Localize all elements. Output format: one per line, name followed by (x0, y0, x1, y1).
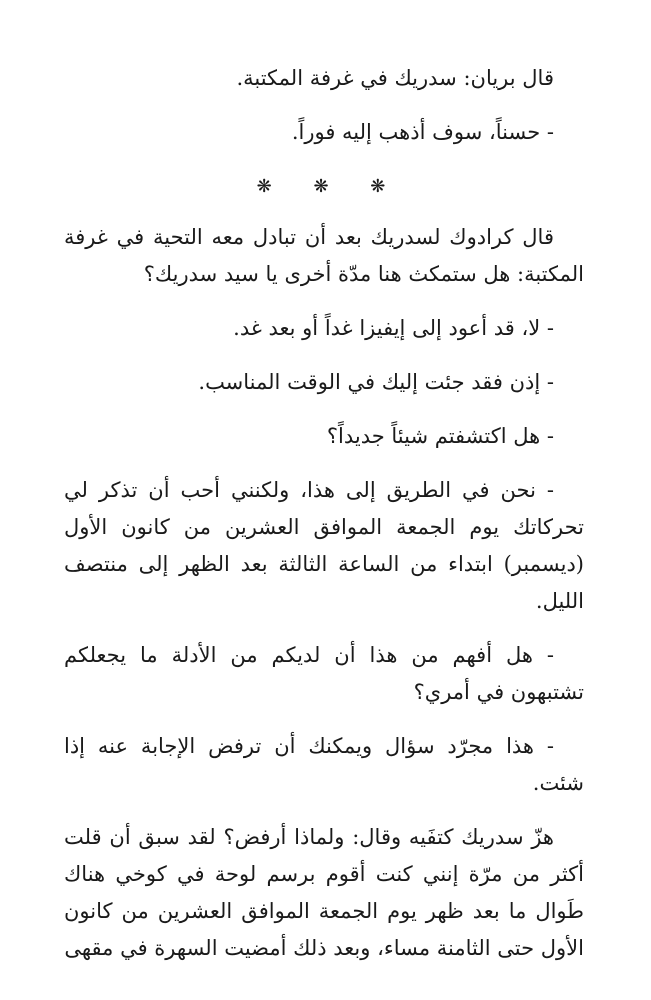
paragraph-craddock-greeting: قال كرادوك لسدريك بعد أن تبادل معه التحية في غرفة المكتبة: هل ستمكث هنا مدّة أخرى يا سيد سدريك؟ (64, 225, 584, 286)
book-page (64, 60, 584, 984)
paragraph-movements: - نحن في الطريق إلى هذا، ولكنني أحب أن تذكر لي تحركاتك يوم الجمعة الموافق العشرين من كانون الأول (ديسمبر) ابتداء من الساعة الثالثة بعد الظهر إلى منتصف الليل. (64, 478, 584, 613)
section-separator (64, 168, 584, 205)
paragraph-return-ibiza: - لا، قد أعود إلى إيفيزا غداً أو بعد غد. (233, 316, 554, 340)
paragraph-reply-going: - حسناً، سوف أذهب إليه فوراً. (291, 120, 554, 144)
paragraph-right-time: - إذن فقد جئت إليك في الوقت المناسب. (198, 370, 554, 394)
paragraph-just-question: - هذا مجرّد سؤال ويمكنك أن ترفض الإجابة عنه إذا شئت. (64, 734, 584, 795)
separator-star-icon: ❋ (256, 176, 278, 197)
separator-star-icon: ❋ (313, 176, 335, 197)
paragraph-discovered: - هل اكتشفتم شيئاً جديداً؟ (326, 424, 554, 448)
separator-star-icon: ❋ (370, 176, 392, 197)
paragraph-brian-says: قال بريان: سدريك في غرفة المكتبة. (236, 66, 554, 90)
paragraph-suspect: - هل أفهم من هذا أن لديكم من الأدلة ما يجعلكم تشتبهون في أمري؟ (64, 643, 584, 704)
paragraph-cedric-answer: هزّ سدريك كتفَيه وقال: ولماذا أرفض؟ لقد سبق أن قلت أكثر من مرّة إنني كنت أقوم برسم لوحة في كوخي هناك طَوال ما بعد ظهر يوم الجمعة الموافق العشرين من كانون الأول حتى الثامنة مساء، وبعد ذلك أمضيت السهرة في مقهى (64, 825, 584, 960)
